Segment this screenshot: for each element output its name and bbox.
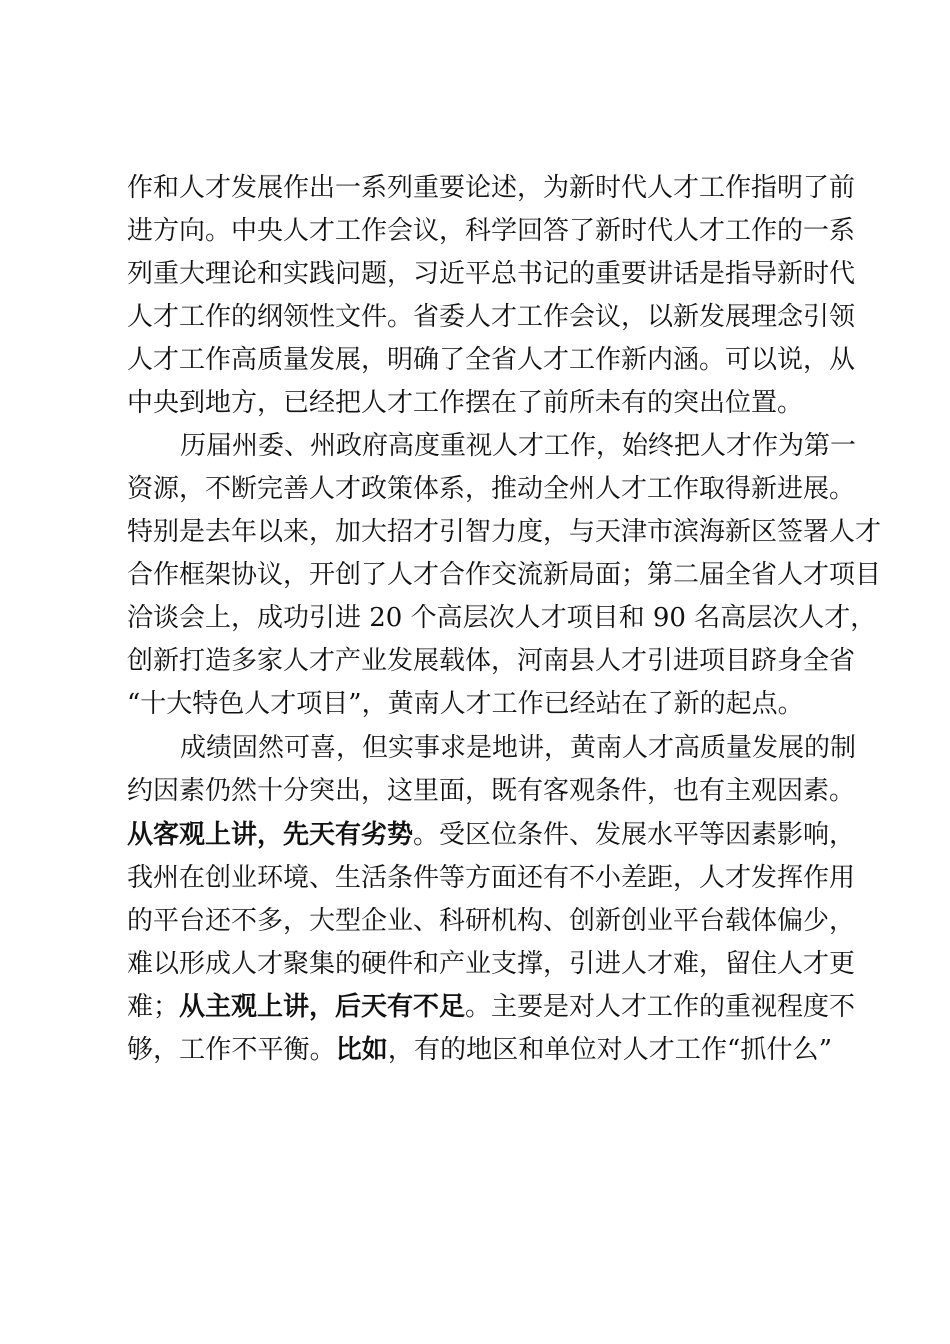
paragraph-2-line-1: 历届州委、州政府高度重视人才工作，始终把人才作为第一 bbox=[180, 431, 857, 461]
example-heading: 比如 bbox=[335, 1035, 388, 1065]
paragraph-3-line-3-text: 。受区位条件、发展水平等因素影响， bbox=[413, 820, 856, 850]
paragraph-1-line-6: 中央到地方，已经把人才工作摆在了前所未有的突出位置。 bbox=[127, 388, 804, 418]
paragraph-1-line-4: 人才工作的纲领性文件。省委人才工作会议，以新发展理念引领 bbox=[127, 302, 856, 332]
paragraph-3-line-2: 约因素仍然十分突出，这里面，既有客观条件，也有主观因素。 bbox=[127, 776, 856, 806]
paragraph-2-line-5: 洽谈会上，成功引进 20 个高层次人才项目和 90 名高层次人才， bbox=[127, 603, 877, 633]
paragraph-1-line-5: 人才工作高质量发展，明确了全省人才工作新内涵。可以说，从 bbox=[127, 345, 856, 375]
paragraph-3-line-8 bbox=[127, 1030, 832, 1070]
paragraph-3-line-1: 成绩固然可喜，但实事求是地讲，黄南人才高质量发展的制 bbox=[180, 733, 857, 763]
paragraph-3-line-6: 难以形成人才聚集的硬件和产业支撑，引进人才难，留住人才更 bbox=[127, 949, 856, 979]
paragraph-3-line-7 bbox=[127, 987, 856, 1027]
paragraph-2-line-7: “十大特色人才项目”，黄南人才工作已经站在了新的起点。 bbox=[127, 689, 804, 719]
paragraph-2-line-3: 特别是去年以来，加大招才引智力度，与天津市滨海新区签署人才 bbox=[127, 517, 882, 547]
paragraph-3-line-4: 我州在创业环境、生活条件等方面还有不小差距，人才发挥作用 bbox=[127, 863, 856, 893]
paragraph-3-line-8-prefix: 够，工作不平衡。 bbox=[127, 1035, 336, 1065]
paragraph-2-line-2: 资源，不断完善人才政策体系，推动全州人才工作取得新进展。 bbox=[127, 474, 856, 504]
paragraph-3-line-7-prefix: 难； bbox=[127, 992, 180, 1022]
paragraph-1-line-3: 列重大理论和实践问题，习近平总书记的重要讲话是指导新时代 bbox=[127, 259, 856, 289]
objective-heading: 从客观上讲，先天有劣势 bbox=[127, 820, 414, 850]
paragraph-3-line-7-text: 。主要是对人才工作的重视程度不 bbox=[465, 992, 856, 1022]
paragraph-1-line-2: 进方向。中央人才工作会议，科学回答了新时代人才工作的一系 bbox=[127, 216, 856, 246]
paragraph-2-line-6: 创新打造多家人才产业发展载体，河南县人才引进项目跻身全省 bbox=[127, 646, 856, 676]
paragraph-1-line-1: 作和人才发展作出一系列重要论述，为新时代人才工作指明了前 bbox=[127, 173, 856, 203]
subjective-heading: 从主观上讲，后天有不足 bbox=[179, 992, 466, 1022]
paragraph-3-line-8-text: ，有的地区和单位对人才工作“抓什么” bbox=[387, 1035, 832, 1065]
paragraph-2-line-4: 合作框架协议，开创了人才合作交流新局面；第二届全省人才项目 bbox=[127, 560, 882, 590]
paragraph-3-line-3 bbox=[127, 815, 856, 855]
paragraph-3-line-5: 的平台还不多，大型企业、科研机构、创新创业平台载体偏少， bbox=[127, 906, 856, 936]
